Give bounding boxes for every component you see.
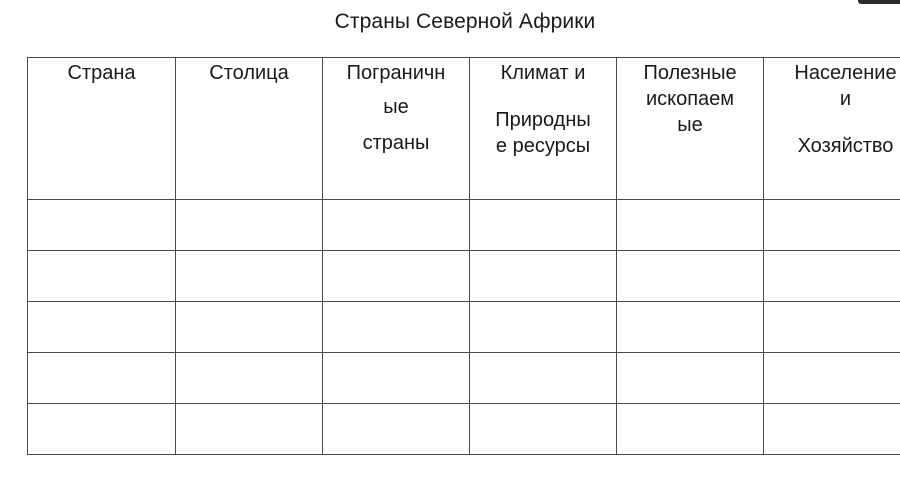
table-cell[interactable] bbox=[28, 404, 176, 455]
table-cell[interactable] bbox=[323, 302, 470, 353]
top-right-corner-tab bbox=[858, 0, 900, 4]
header-country-line-1: Страна bbox=[67, 62, 136, 84]
table-cell[interactable] bbox=[617, 404, 764, 455]
header-population-line-2: и bbox=[839, 88, 852, 110]
header-climate-line-3: е ресурсы bbox=[495, 135, 591, 157]
table-row bbox=[28, 353, 900, 404]
table-cell[interactable] bbox=[323, 404, 470, 455]
table-cell[interactable] bbox=[617, 251, 764, 302]
table-cell[interactable] bbox=[764, 404, 900, 455]
header-climate-line-2: Природны bbox=[495, 109, 591, 131]
header-country bbox=[28, 58, 176, 200]
table-row bbox=[28, 251, 900, 302]
header-population-line-3: Хозяйство bbox=[797, 135, 894, 157]
table-header-row bbox=[28, 58, 900, 200]
header-capital-line-1: Столица bbox=[209, 62, 289, 84]
table-cell[interactable] bbox=[617, 200, 764, 251]
table-cell[interactable] bbox=[764, 200, 900, 251]
header-neighbors-line-1: Пограничн bbox=[346, 62, 446, 84]
table-row bbox=[28, 200, 900, 251]
table-cell[interactable] bbox=[323, 251, 470, 302]
header-population-line-1: Население bbox=[794, 62, 897, 84]
header-minerals bbox=[617, 58, 764, 200]
table-cell[interactable] bbox=[470, 302, 617, 353]
header-capital bbox=[176, 58, 323, 200]
header-minerals-line-3: ые bbox=[677, 114, 703, 136]
table-cell[interactable] bbox=[470, 404, 617, 455]
table-cell[interactable] bbox=[764, 302, 900, 353]
table-cell[interactable] bbox=[28, 302, 176, 353]
header-neighbors-line-2: ые bbox=[383, 96, 409, 118]
header-population bbox=[764, 58, 900, 200]
table-cell[interactable] bbox=[323, 353, 470, 404]
table-cell[interactable] bbox=[617, 353, 764, 404]
table-cell[interactable] bbox=[176, 404, 323, 455]
table-row bbox=[28, 302, 900, 353]
table-cell[interactable] bbox=[28, 251, 176, 302]
header-climate bbox=[470, 58, 617, 200]
header-minerals-line-2: ископаем bbox=[645, 88, 735, 110]
table-cell[interactable] bbox=[176, 302, 323, 353]
table-cell[interactable] bbox=[470, 251, 617, 302]
page-title: Страны Северной Африки bbox=[334, 10, 596, 33]
table-cell[interactable] bbox=[764, 353, 900, 404]
table-cell[interactable] bbox=[470, 353, 617, 404]
table-cell[interactable] bbox=[764, 251, 900, 302]
table-cell[interactable] bbox=[470, 200, 617, 251]
table-cell[interactable] bbox=[176, 251, 323, 302]
header-climate-line-1: Климат и bbox=[500, 62, 586, 84]
table-cell[interactable] bbox=[176, 200, 323, 251]
table-row bbox=[28, 404, 900, 455]
table-cell[interactable] bbox=[176, 353, 323, 404]
table-cell[interactable] bbox=[28, 200, 176, 251]
header-neighbors-line-3: страны bbox=[362, 132, 430, 154]
header-minerals-line-1: Полезные bbox=[643, 62, 737, 84]
countries-table bbox=[27, 57, 900, 455]
table-cell[interactable] bbox=[323, 200, 470, 251]
table-cell[interactable] bbox=[617, 302, 764, 353]
table-cell[interactable] bbox=[28, 353, 176, 404]
header-neighbors bbox=[323, 58, 470, 200]
